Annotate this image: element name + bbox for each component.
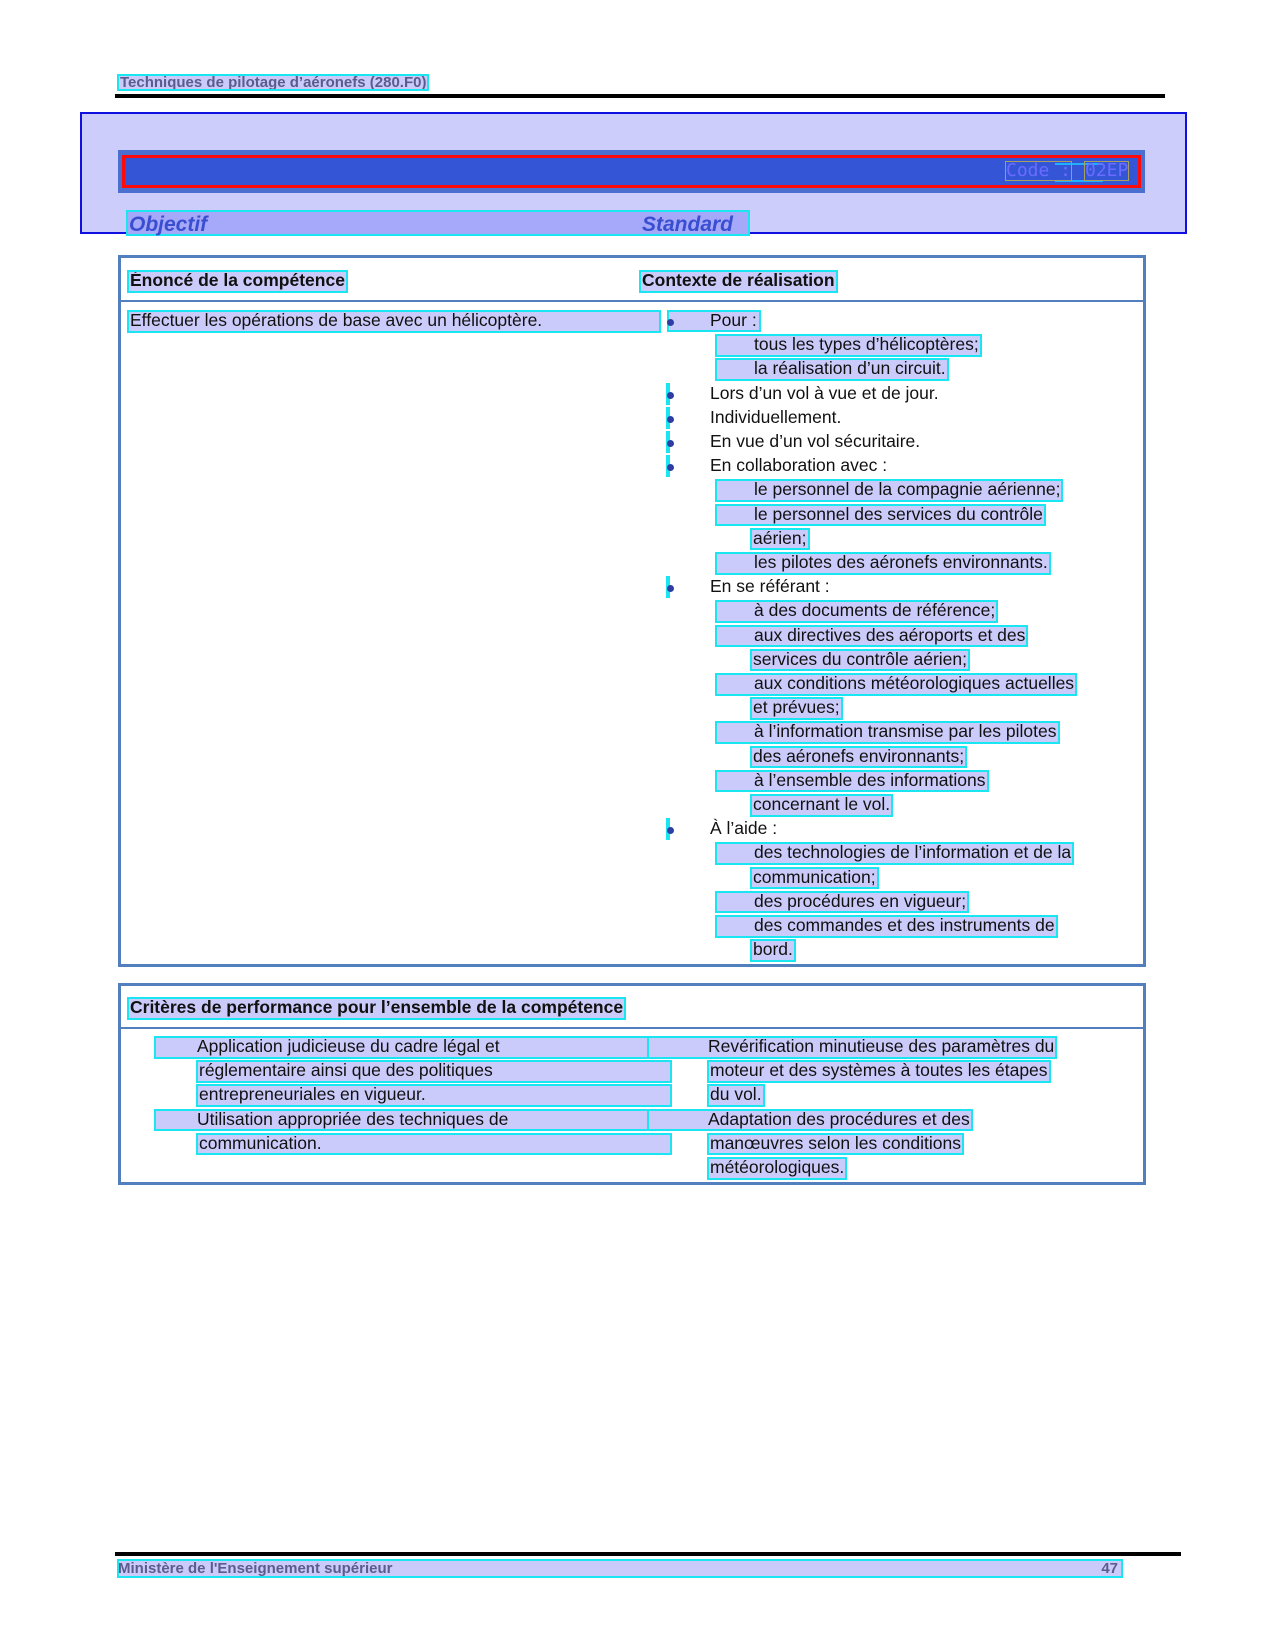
criteria-item: Utilisation appropriée des techniques de [155, 1110, 669, 1131]
title-band-inner [122, 155, 1141, 188]
context-subitem: à l’ensemble des informations [716, 771, 988, 792]
context-item: En vue d’un vol sécuritaire. [710, 431, 921, 451]
criteria-item: Adaptation des procédures et des [648, 1110, 972, 1131]
bullet-icon [667, 440, 674, 447]
context-subitem: aux conditions météorologiques actuelles [716, 674, 1076, 695]
context-item: En se référant : [710, 576, 830, 597]
context-subitem: les pilotes des aéronefs environnants. [716, 553, 1050, 574]
col-header-statement: Énoncé de la compétence [130, 270, 345, 290]
criteria-item-continuation: communication. [197, 1134, 671, 1155]
competence-statement: Effectuer les opérations de base avec un hélicoptère. [128, 311, 660, 332]
objective-heading: Objectif [129, 213, 208, 236]
context-subitem: aux directives des aéroports et des [716, 626, 1027, 647]
criteria-table-divider [121, 1027, 1143, 1029]
context-subitem: à des documents de référence; [716, 601, 997, 622]
code-label [1006, 162, 1071, 180]
code-value: 02EP [1085, 160, 1129, 181]
context-subitem: des procédures en vigueur; [716, 892, 968, 913]
footer-ministry: Ministère de l'Enseignement supérieur [118, 1560, 393, 1577]
col-header-context: Contexte de réalisation [642, 270, 835, 290]
context-subitem: des commandes et des instruments de [716, 916, 1057, 937]
context-subitem: la réalisation d’un circuit. [716, 359, 948, 380]
context-subitem-continuation: aérien; [753, 527, 807, 548]
bullet-icon [667, 319, 674, 326]
criteria-item: Application judicieuse du cadre légal et [155, 1037, 669, 1058]
bullet-icon [667, 392, 674, 399]
context-subitem-continuation: concernant le vol. [753, 794, 891, 814]
context-subitem: le personnel des services du contrôle [716, 505, 1045, 526]
section-headings-row [128, 212, 748, 234]
criteria-header: Critères de performance pour l’ensemble de la compétence [130, 997, 624, 1017]
context-subitem-continuation: et prévues; [753, 697, 840, 718]
running-header: Techniques de pilotage d’aéronefs (280.F0) [120, 74, 427, 91]
context-subitem: le personnel de la compagnie aérienne; [716, 480, 1062, 501]
criteria-item-continuation: réglementaire ainsi que des politiques [197, 1061, 671, 1082]
context-subitem: tous les types d’hélicoptères; [716, 335, 981, 356]
criteria-item-continuation: météorologiques. [710, 1157, 845, 1177]
criteria-item-continuation: manœuvres selon les conditions [710, 1132, 961, 1153]
footer [118, 1560, 1122, 1577]
context-subitem-continuation: communication; [753, 866, 876, 887]
context-subitem-continuation: des aéronefs environnants; [753, 745, 965, 766]
page-number: 47 [1101, 1560, 1118, 1577]
context-subitem: des technologies de l’information et de la [716, 843, 1073, 864]
bullet-icon [667, 416, 674, 423]
code-label-text: Code : [1006, 160, 1072, 181]
criteria-item-continuation: du vol. [710, 1084, 762, 1105]
criteria-item-continuation: moteur et des systèmes à toutes les étapes [710, 1060, 1048, 1081]
context-item: Individuellement. [710, 406, 842, 427]
context-item: À l’aide : [710, 818, 778, 839]
context-item: En collaboration avec : [710, 455, 888, 476]
standard-heading: Standard [642, 213, 734, 236]
footer-rule [115, 1552, 1181, 1556]
criteria-item: Revérification minutieuse des paramètres du [648, 1037, 1056, 1058]
context-item: Pour : [710, 310, 757, 330]
context-item: Lors d’un vol à vue et de jour. [710, 382, 939, 403]
criteria-item-continuation: entrepreneuriales en vigueur. [197, 1085, 671, 1106]
context-subitem: à l’information transmise par les pilotes [716, 722, 1059, 743]
competence-table-divider [121, 300, 1143, 302]
context-subitem-continuation: services du contrôle aérien; [753, 648, 967, 669]
context-subitem-continuation: bord. [753, 939, 793, 960]
header-rule [115, 94, 1165, 98]
